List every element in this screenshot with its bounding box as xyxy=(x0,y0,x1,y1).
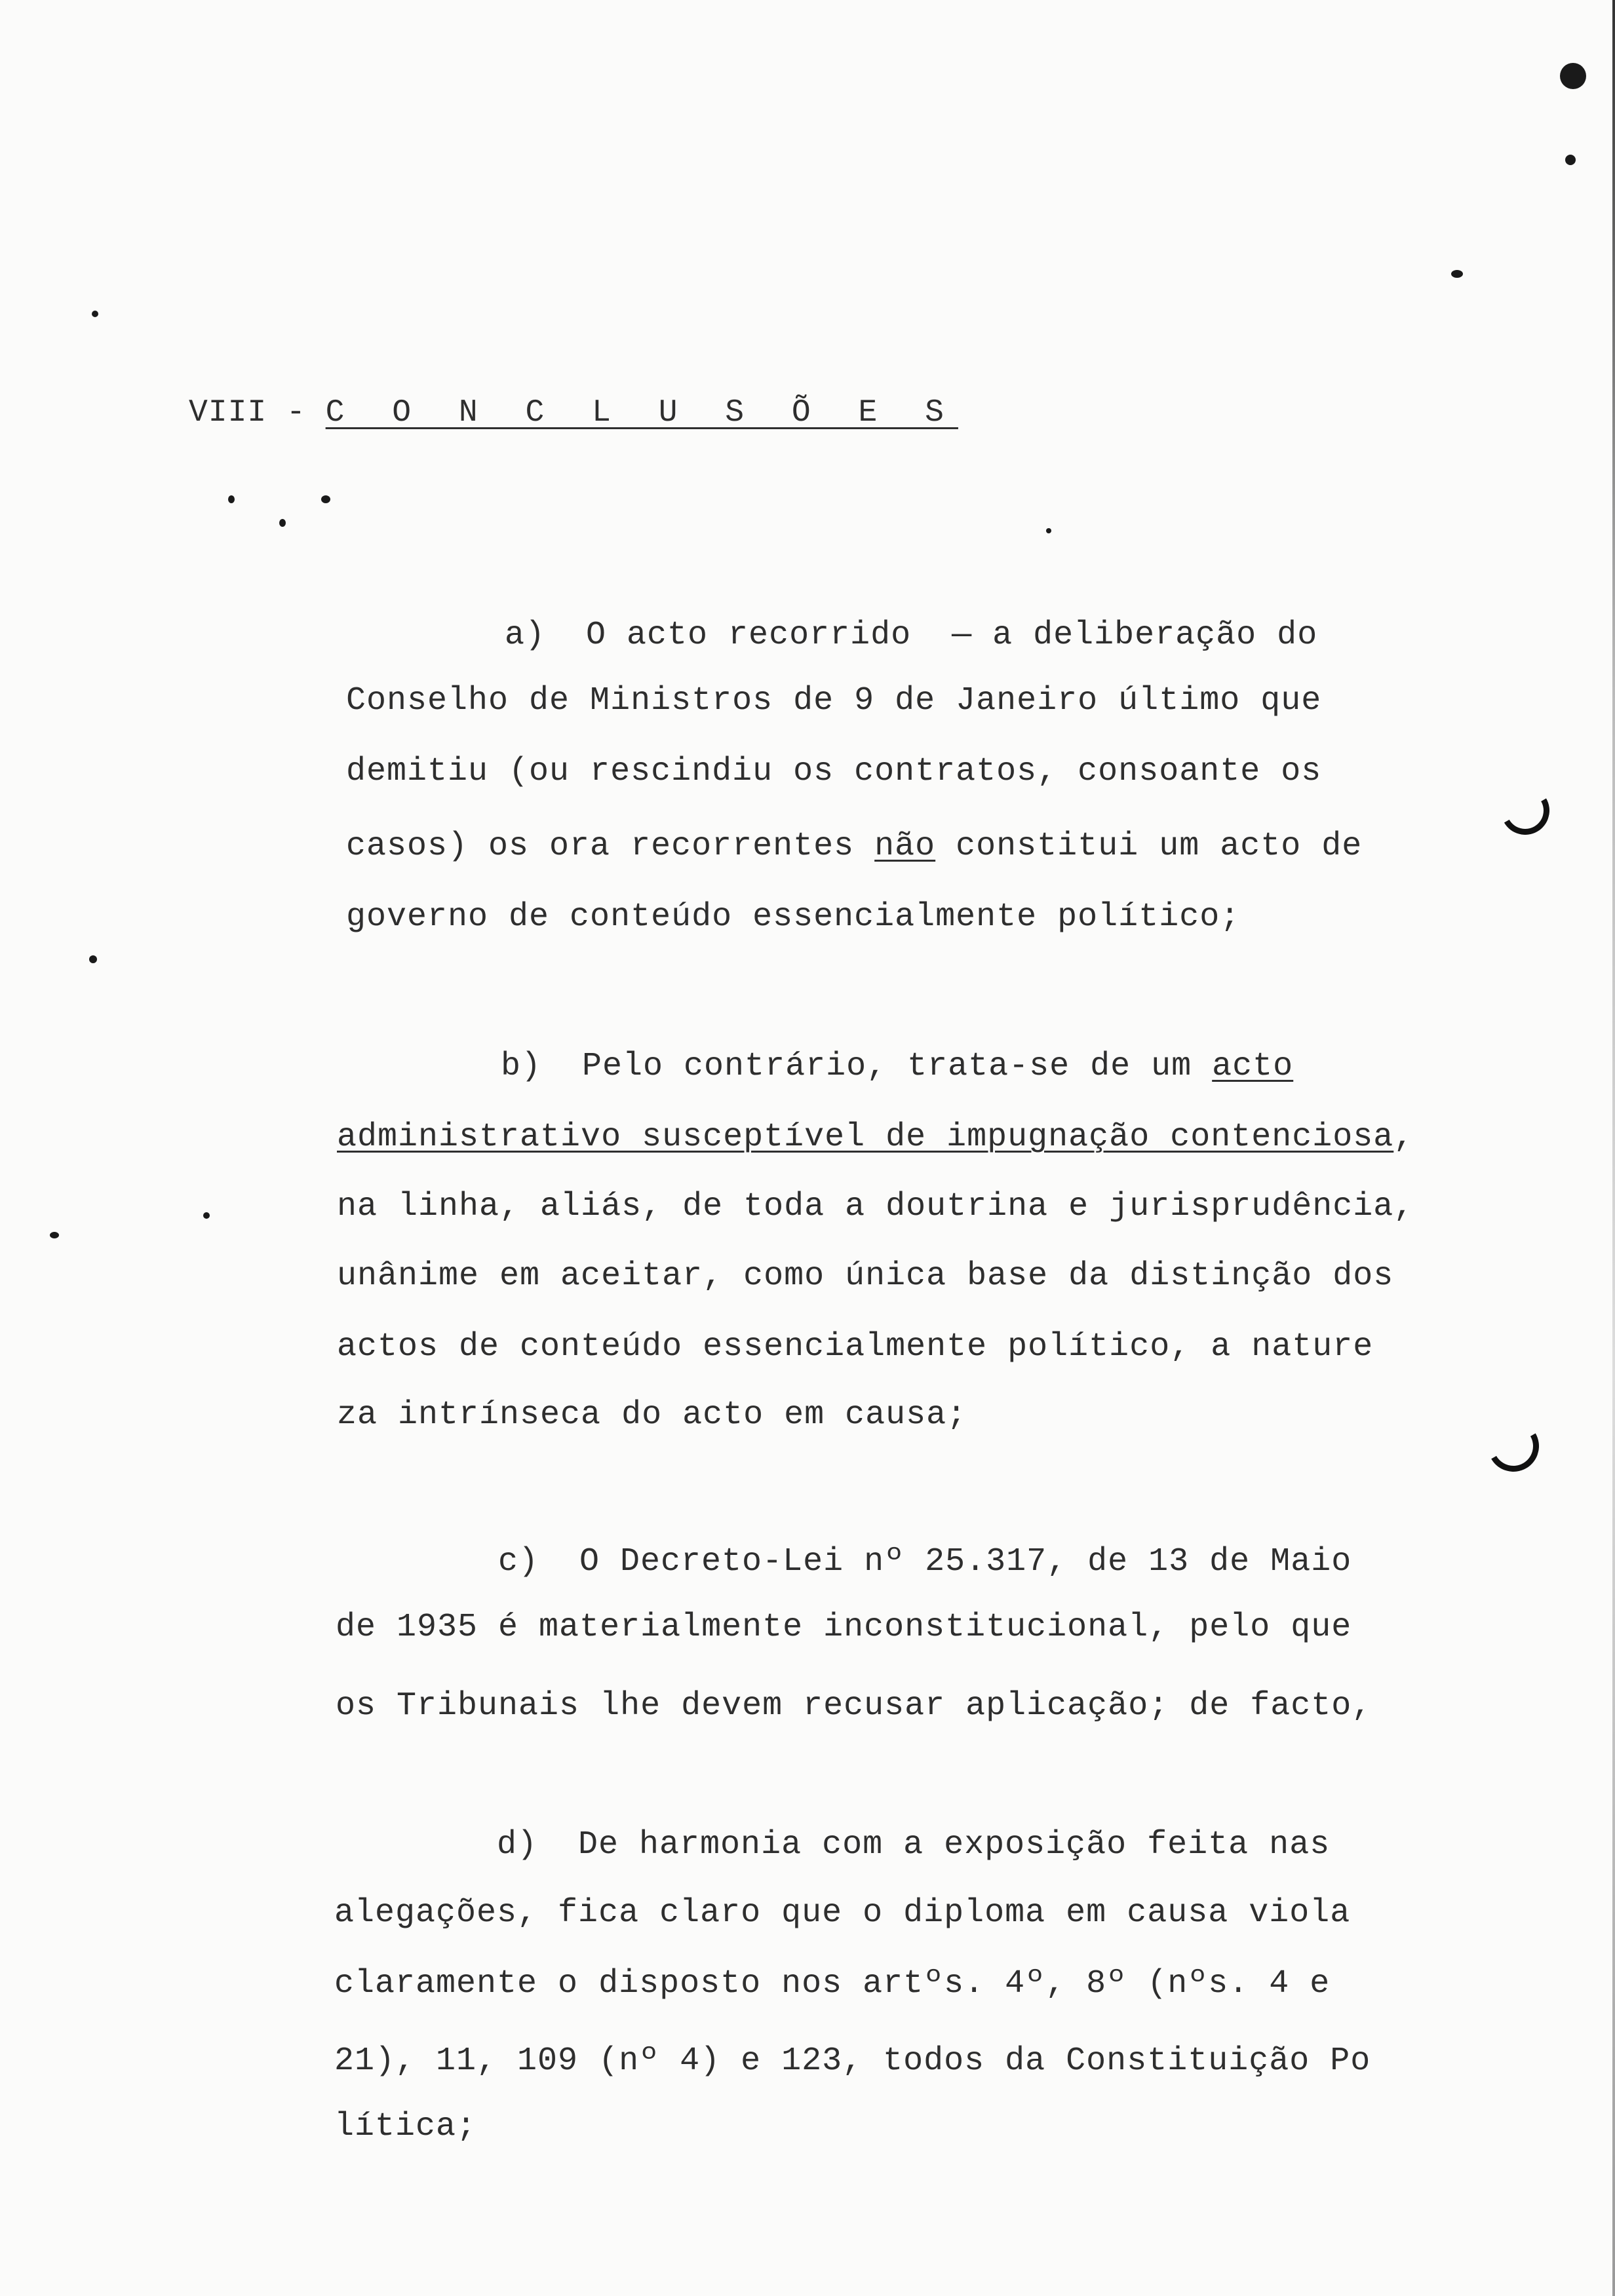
section-number: VIII xyxy=(189,395,267,430)
ink-speck xyxy=(228,495,235,503)
ink-speck xyxy=(203,1212,210,1219)
paragraph-line: governo de conteúdo essencialmente político; xyxy=(346,898,1241,936)
ink-speck xyxy=(1565,155,1576,165)
paragraph-line: claramente o disposto nos artºs. 4º, 8º (nºs. 4 e xyxy=(334,1965,1331,2002)
emphasis-underline: não xyxy=(874,828,936,865)
paragraph-line: za intrínseca do acto em causa; xyxy=(337,1396,967,1434)
paragraph-line: na linha, aliás, de toda a doutrina e jurisprudência, xyxy=(337,1188,1414,1225)
emphasis-underline: acto xyxy=(1212,1048,1294,1085)
hole-punch-mark xyxy=(1496,781,1555,841)
paragraph-line: unânime em aceitar, como única base da distinção dos xyxy=(337,1257,1394,1295)
paragraph-line: a) O acto recorrido — a deliberação do xyxy=(505,617,1318,654)
emphasis-underline: administrativo susceptível de impugnação contenciosa xyxy=(337,1119,1394,1156)
paragraph-line: d) De harmonia com a exposição feita nas xyxy=(497,1826,1331,1864)
section-separator: - xyxy=(267,395,326,430)
ink-speck xyxy=(1451,270,1463,278)
scan-edge-line xyxy=(1612,0,1615,2296)
section-title: C O N C L U S Õ E S xyxy=(325,395,958,430)
paragraph-line: b) Pelo contrário, trata-se de um acto xyxy=(501,1048,1294,1085)
ink-speck xyxy=(92,311,98,317)
paragraph-line: casos) os ora recorrentes não constitui um acto de xyxy=(346,828,1363,865)
ink-speck xyxy=(321,495,330,503)
ink-speck xyxy=(279,519,286,527)
section-heading xyxy=(189,393,958,432)
paragraph-line: os Tribunais lhe devem recusar aplicação; de facto, xyxy=(336,1687,1372,1725)
paragraph-line: administrativo susceptível de impugnação contenciosa, xyxy=(337,1119,1414,1156)
paragraph-line: demitiu (ou rescindiu os contratos, consoante os xyxy=(346,753,1322,790)
paragraph-line: c) O Decreto-Lei nº 25.317, de 13 de Maio xyxy=(498,1543,1352,1580)
hole-punch-mark xyxy=(1482,1415,1545,1478)
ink-speck xyxy=(89,955,97,963)
paragraph-line: de 1935 é materialmente inconstitucional, pelo que xyxy=(336,1609,1352,1646)
ink-speck xyxy=(1046,528,1051,533)
paragraph-line: 21), 11, 109 (nº 4) e 123, todos da Constituição Po xyxy=(334,2042,1371,2080)
paragraph-line: Conselho de Ministros de 9 de Janeiro último que xyxy=(346,682,1322,719)
paragraph-line: actos de conteúdo essencialmente político, a nature xyxy=(337,1328,1374,1366)
paragraph-line: lítica; xyxy=(334,2108,477,2145)
ink-speck xyxy=(1560,63,1586,89)
ink-speck xyxy=(50,1232,59,1238)
paragraph-line: alegações, fica claro que o diploma em causa viola xyxy=(334,1894,1351,1932)
